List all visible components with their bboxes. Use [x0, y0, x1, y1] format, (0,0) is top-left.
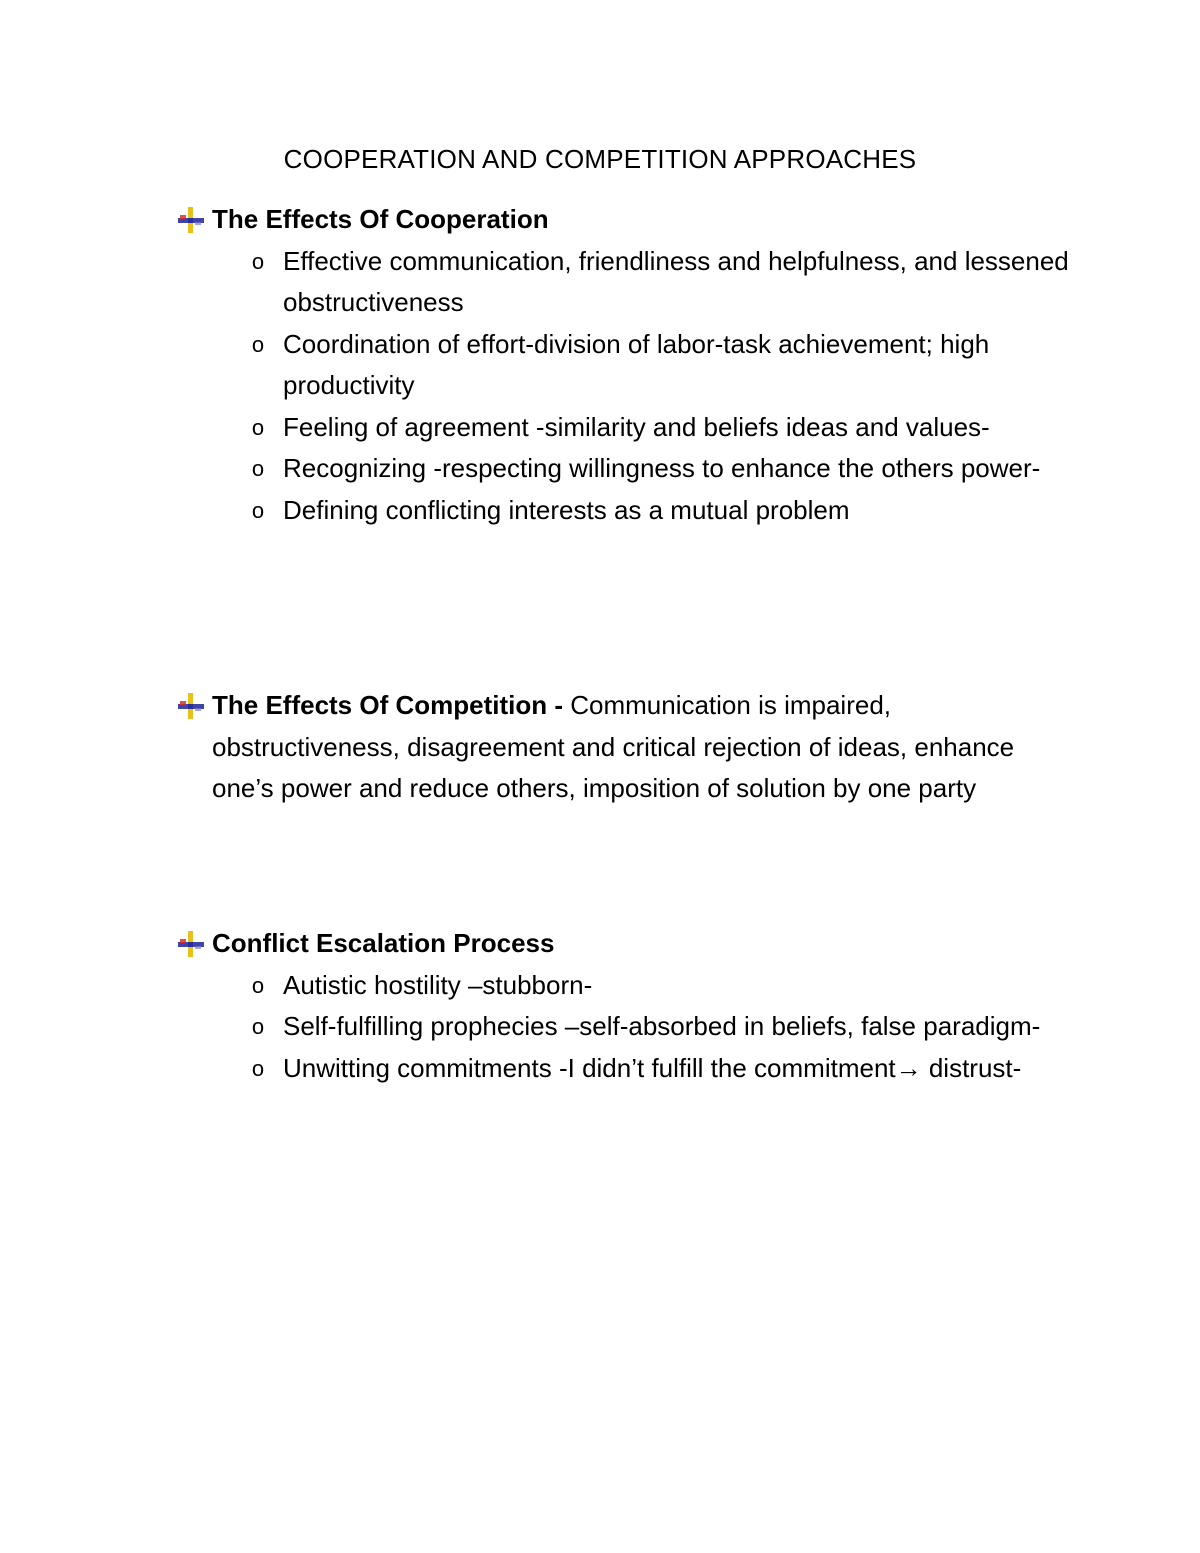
list-item-text: Unwitting commitments -I didn’t fulfill the commitment→ distrust- — [283, 1052, 1022, 1083]
list-item — [176, 1048, 1076, 1090]
star-bullet-icon — [176, 199, 212, 241]
section-escalation — [176, 923, 1076, 1089]
list-item — [176, 241, 1076, 324]
section-heading-row — [176, 685, 1076, 810]
list-item — [176, 965, 1076, 1007]
star-bullet-icon — [176, 685, 212, 727]
list-item-text: Coordination of effort-division of labor-task achievement; high productivity — [283, 328, 990, 400]
list-item-text: Self-fulfilling prophecies –self-absorbed in beliefs, false paradigm- — [283, 1011, 1041, 1041]
list-item — [176, 448, 1076, 490]
section-competition — [176, 685, 1076, 810]
sub-list — [176, 241, 1076, 532]
list-item — [176, 1006, 1076, 1048]
star-bullet-icon — [176, 923, 212, 965]
list-item-text: Defining conflicting interests as a mutual problem — [283, 494, 850, 525]
circle-bullet-icon: o — [251, 414, 265, 440]
circle-bullet-icon: o — [251, 1055, 265, 1081]
circle-bullet-icon: o — [251, 331, 265, 357]
circle-bullet-icon: o — [251, 497, 265, 523]
document-title: COOPERATION AND COMPETITION APPROACHES — [283, 144, 917, 174]
circle-bullet-icon: o — [251, 248, 265, 274]
list-item — [176, 490, 1076, 532]
sub-list — [176, 965, 1076, 1090]
section-cooperation — [176, 199, 1076, 531]
circle-bullet-icon: o — [251, 456, 265, 481]
list-item — [176, 324, 1076, 407]
section-heading: The Effects Of Cooperation — [212, 204, 549, 234]
section-heading: Conflict Escalation Process — [212, 928, 555, 958]
section-paragraph — [212, 685, 1076, 810]
circle-bullet-icon: o — [251, 1014, 265, 1039]
list-item-text: Effective communication, friendliness and helpfulness, and lessened obstructiveness — [283, 245, 1069, 317]
list-item-text: Recognizing -respecting willingness to enhance the others power- — [283, 453, 1041, 483]
section-heading: The Effects Of Competition - — [212, 690, 563, 720]
section-heading-row — [176, 199, 1076, 241]
list-item-text: Feeling of agreement -similarity and beliefs ideas and values- — [283, 411, 990, 442]
list-item — [176, 407, 1076, 449]
circle-bullet-icon: o — [251, 972, 265, 998]
section-heading-row — [176, 923, 1076, 965]
section-body-text: Communication is impaired, obstructiveness, disagreement and critical rejection of ideas, enhance one’s power and reduce others, imposition of solution by one party — [212, 690, 1015, 803]
list-item-text: Autistic hostility –stubborn- — [283, 969, 593, 1000]
